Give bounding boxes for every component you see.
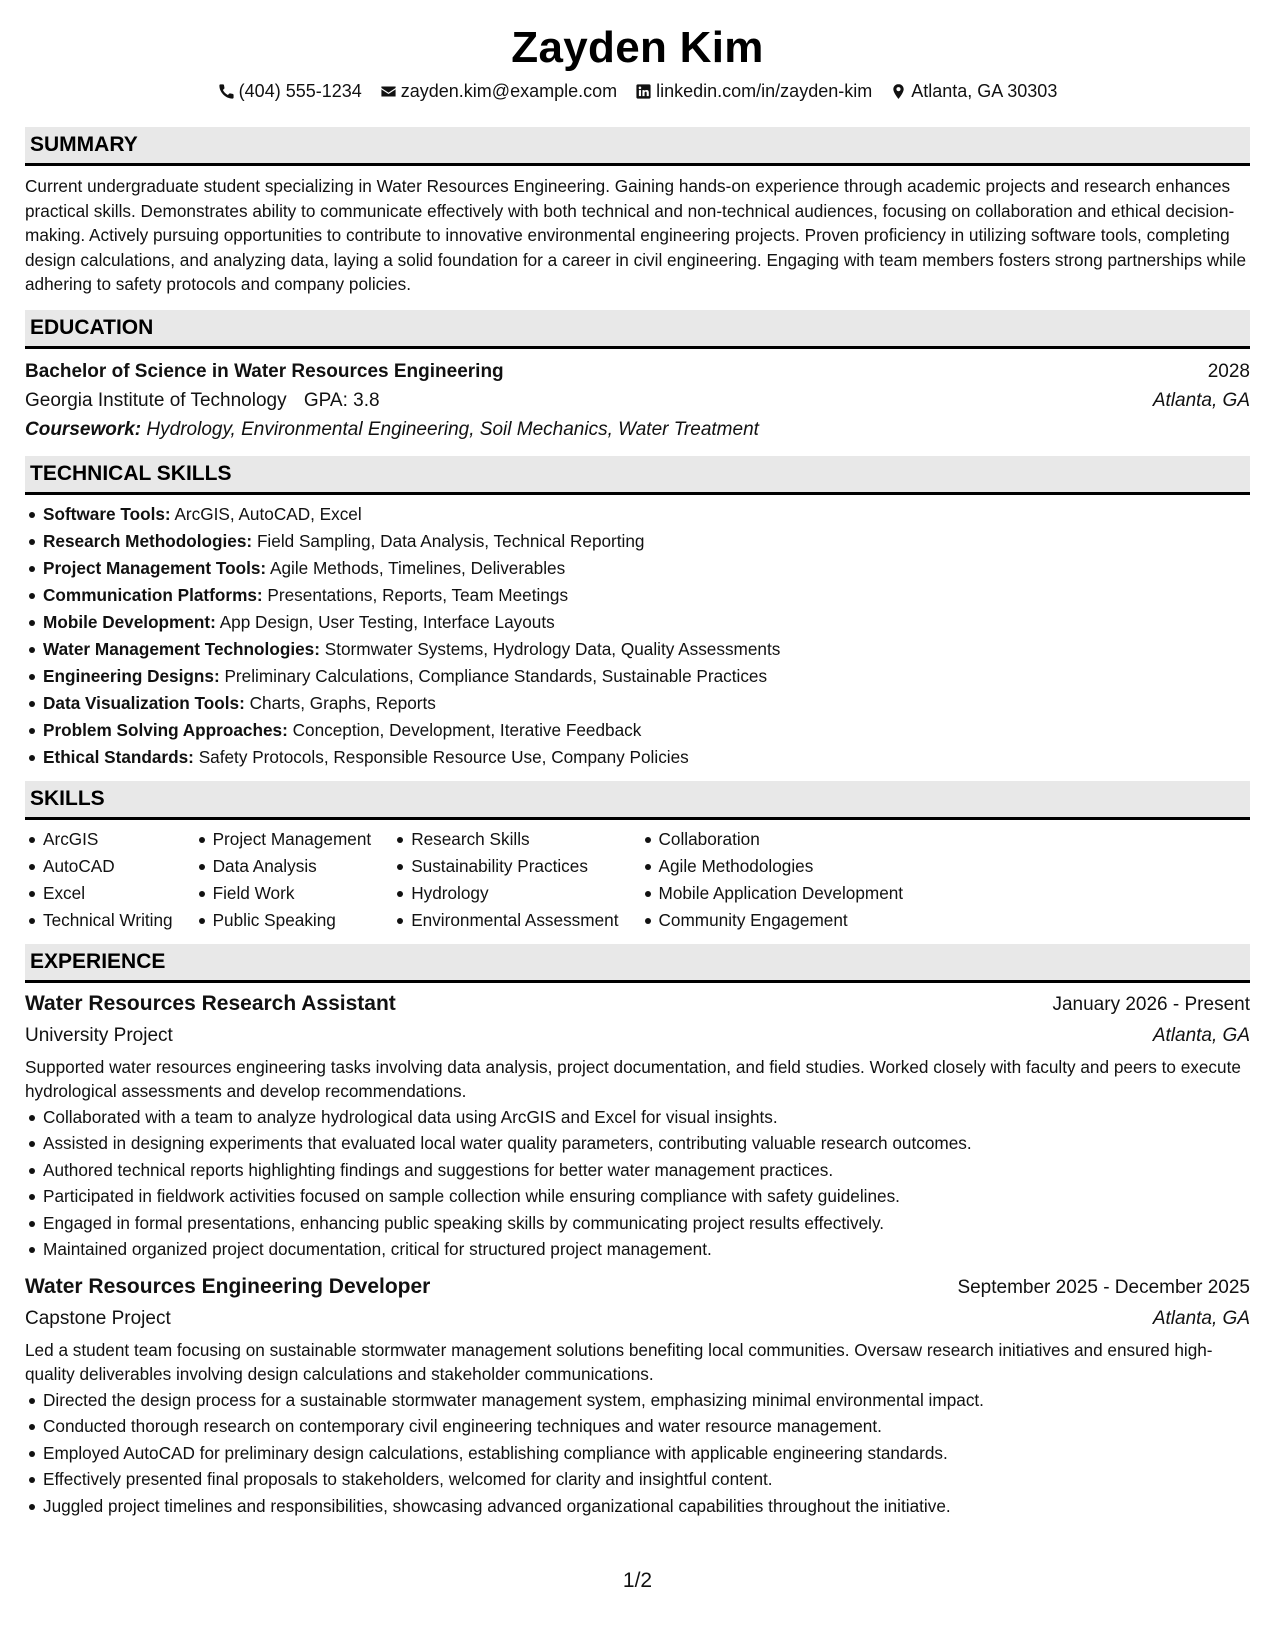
list-item: Directed the design process for a sustainable stormwater management system, emphasizing minimal environmental impact.: [25, 1387, 1250, 1414]
skill-category-label: Mobile Development:: [43, 611, 216, 632]
list-item: Technical Writing: [25, 907, 173, 934]
envelope-icon: [380, 83, 397, 100]
education-degree-row: [25, 357, 1250, 386]
skill-category-label: Water Management Technologies:: [43, 638, 320, 659]
list-item: [25, 501, 1250, 528]
education-school: Georgia Institute of Technology: [25, 389, 287, 411]
list-item: Conducted thorough research on contemporary civil engineering techniques and water resource management.: [25, 1413, 1250, 1440]
job-org: University Project: [25, 1024, 173, 1046]
skill-category-label: Problem Solving Approaches:: [43, 719, 288, 740]
list-item: Hydrology: [393, 880, 618, 907]
contact-location: [890, 78, 1057, 104]
education-year: 2028: [1207, 360, 1250, 382]
job-entry: [25, 1271, 1250, 1520]
list-item: Field Work: [195, 880, 372, 907]
education-school-group: [25, 386, 380, 415]
list-item: Agile Methodologies: [641, 853, 904, 880]
coursework-label: Coursework:: [25, 418, 142, 440]
list-item: [25, 528, 1250, 555]
skill-category-value: Field Sampling, Data Analysis, Technical Reporting: [256, 530, 645, 551]
list-item: Environmental Assessment: [393, 907, 618, 934]
list-item: [25, 582, 1250, 609]
list-item: [25, 555, 1250, 582]
contact-email-text[interactable]: zayden.kim@example.com: [400, 81, 618, 101]
list-item: Collaboration: [641, 826, 904, 853]
job-description: Led a student team focusing on sustainable stormwater management solutions benefiting local communities. Oversaw research initiatives and ensured high-quality deliverables involving design calculations and stakeholder communications.: [25, 1339, 1213, 1384]
job-location: Atlanta, GA: [1152, 1024, 1250, 1046]
contact-email[interactable]: [380, 78, 617, 104]
candidate-name: Zayden Kim: [511, 23, 764, 72]
list-item: Collaborated with a team to analyze hydrological data using ArcGIS and Excel for visual insights.: [25, 1104, 1250, 1131]
skills-grid: [25, 826, 1250, 934]
list-item: Authored technical reports highlighting findings and suggestions for better water management practices.: [25, 1157, 1250, 1184]
job-dates: September 2025 - December 2025: [957, 1276, 1250, 1298]
list-item: ArcGIS: [25, 826, 173, 853]
skill-category-label: Data Visualization Tools:: [43, 692, 245, 713]
education-degree: Bachelor of Science in Water Resources Engineering: [25, 360, 504, 382]
list-item: [25, 690, 1250, 717]
skills-heading: SKILLS: [25, 781, 1250, 820]
contact-bar: [25, 78, 1250, 104]
linkedin-icon: [635, 83, 652, 100]
skill-category-value: Charts, Graphs, Reports: [249, 692, 436, 713]
job-bullets: [25, 1387, 1250, 1520]
job-description: Supported water resources engineering tasks involving data analysis, project documentation, and field studies. Worked closely with faculty and peers to execute hydrological assessments and develop recommendations.: [25, 1056, 1241, 1101]
list-item: Community Engagement: [641, 907, 904, 934]
skills-column: [641, 826, 904, 934]
job-title: Water Resources Engineering Developer: [25, 1274, 431, 1298]
skill-category-value: ArcGIS, AutoCAD, Excel: [174, 503, 362, 524]
list-item: Employed AutoCAD for preliminary design calculations, establishing compliance with applicable engineering standards.: [25, 1440, 1250, 1467]
list-item: Public Speaking: [195, 907, 372, 934]
skill-category-label: Engineering Designs:: [43, 665, 220, 686]
list-item: Excel: [25, 880, 173, 907]
technical-skills-heading: TECHNICAL SKILLS: [25, 456, 1250, 495]
skill-category-value: Presentations, Reports, Team Meetings: [267, 584, 569, 605]
skill-category-value: Safety Protocols, Responsible Resource Use, Company Policies: [198, 746, 689, 767]
skill-category-label: Ethical Standards:: [43, 746, 194, 767]
map-pin-icon: [890, 83, 907, 100]
education-location: Atlanta, GA: [1152, 389, 1250, 411]
list-item: Effectively presented final proposals to stakeholders, welcomed for clarity and insightful content.: [25, 1466, 1250, 1493]
resume-page: [25, 20, 1250, 1519]
contact-linkedin[interactable]: [635, 78, 872, 104]
list-item: [25, 717, 1250, 744]
job-bullets: [25, 1104, 1250, 1263]
job-org-row: [25, 1303, 1250, 1334]
job-entry: [25, 988, 1250, 1263]
skill-category-label: Research Methodologies:: [43, 530, 253, 551]
summary-heading: SUMMARY: [25, 127, 1250, 166]
skill-category-value: Stormwater Systems, Hydrology Data, Quality Assessments: [324, 638, 781, 659]
page-number: 1/2: [622, 1569, 653, 1592]
contact-phone: [218, 78, 362, 104]
skills-column: [393, 826, 618, 934]
contact-linkedin-text[interactable]: linkedin.com/in/zayden-kim: [656, 81, 873, 101]
job-location: Atlanta, GA: [1152, 1307, 1250, 1329]
education-school-row: [25, 386, 1250, 415]
list-item: AutoCAD: [25, 853, 173, 880]
skills-column: [25, 826, 173, 934]
technical-skills-list: [25, 501, 1250, 771]
summary-text: Current undergraduate student specializing in Water Resources Engineering. Gaining hands-on experience through academic projects and research enhances practical skills. Demonstrates ability to communicate effectively with both technical and non-technical audiences, focusing on collaboration and ethical decision-making. Actively pursuing opportunities to contribute to innovative environmental engineering projects. Proven proficiency in utilizing software tools, completing design calculations, and analyzing data, laying a solid foundation for a career in civil engineering. Engaging with team members fosters strong partnerships while adhering to safety protocols and company policies.: [25, 176, 1247, 294]
skill-category-label: Project Management Tools:: [43, 557, 267, 578]
list-item: Data Analysis: [195, 853, 372, 880]
skill-category-value: App Design, User Testing, Interface Layouts: [219, 611, 555, 632]
skill-category-label: Communication Platforms:: [43, 584, 263, 605]
job-org-row: [25, 1020, 1250, 1051]
skill-category-value: Conception, Development, Iterative Feedback: [292, 719, 642, 740]
list-item: Assisted in designing experiments that evaluated local water quality parameters, contributing valuable research outcomes.: [25, 1130, 1250, 1157]
list-item: [25, 609, 1250, 636]
list-item: Project Management: [195, 826, 372, 853]
skill-category-value: Preliminary Calculations, Compliance Standards, Sustainable Practices: [224, 665, 768, 686]
education-coursework: [25, 415, 1250, 444]
contact-phone-text: (404) 555-1234: [238, 81, 362, 101]
job-dates: January 2026 - Present: [1052, 993, 1250, 1015]
experience-heading: EXPERIENCE: [25, 944, 1250, 983]
list-item: [25, 636, 1250, 663]
list-item: Sustainability Practices: [393, 853, 618, 880]
list-item: [25, 744, 1250, 771]
education-heading: EDUCATION: [25, 310, 1250, 349]
skills-column: [195, 826, 372, 934]
skill-category-value: Agile Methods, Timelines, Deliverables: [269, 557, 566, 578]
job-title-row: [25, 988, 1250, 1020]
list-item: [25, 663, 1250, 690]
list-item: Mobile Application Development: [641, 880, 904, 907]
skill-category-label: Software Tools:: [43, 503, 171, 524]
job-title-row: [25, 1271, 1250, 1303]
job-title: Water Resources Research Assistant: [25, 991, 396, 1015]
job-org: Capstone Project: [25, 1307, 171, 1329]
list-item: Research Skills: [393, 826, 618, 853]
contact-location-text: Atlanta, GA 30303: [911, 81, 1058, 101]
list-item: Maintained organized project documentation, critical for structured project management.: [25, 1236, 1250, 1263]
education-gpa: GPA: 3.8: [303, 389, 380, 411]
coursework-list: Hydrology, Environmental Engineering, Soil Mechanics, Water Treatment: [146, 418, 759, 440]
list-item: Engaged in formal presentations, enhancing public speaking skills by communicating project results effectively.: [25, 1210, 1250, 1237]
list-item: Juggled project timelines and responsibilities, showcasing advanced organizational capabilities throughout the initiative.: [25, 1493, 1250, 1520]
phone-icon: [218, 83, 235, 100]
list-item: Participated in fieldwork activities focused on sample collection while ensuring compliance with safety guidelines.: [25, 1183, 1250, 1210]
